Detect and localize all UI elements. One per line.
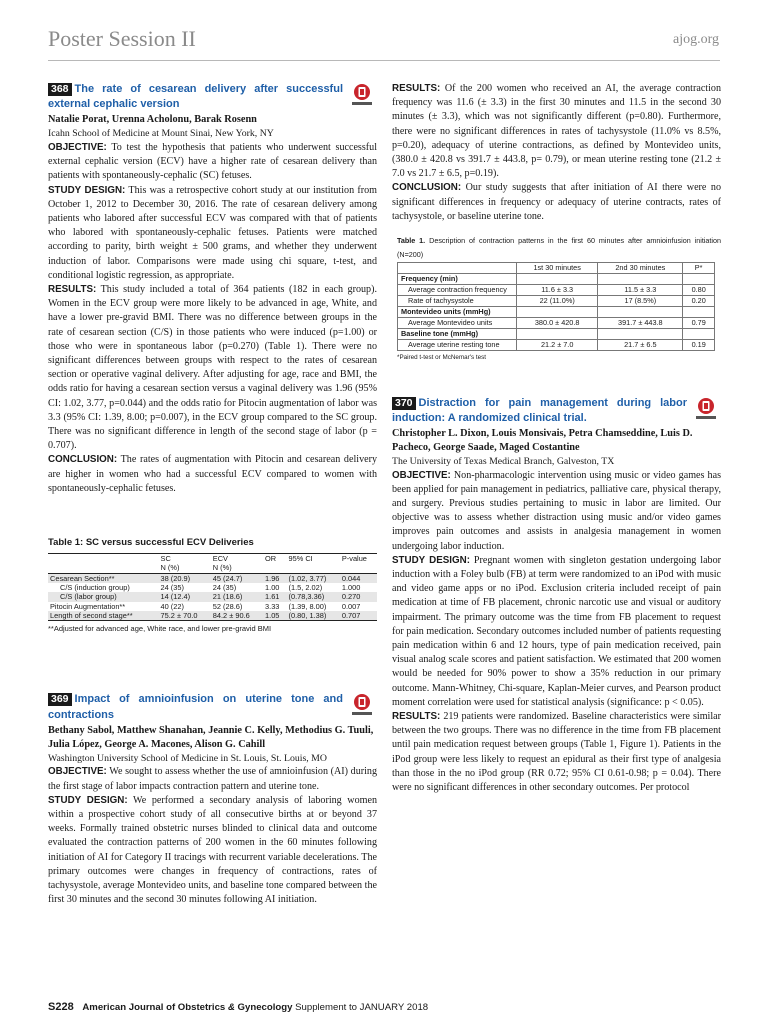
journal-ampersand: &	[227, 1002, 235, 1013]
table-header-row	[48, 554, 377, 564]
design-text: Pregnant women with singleton gestation undergoing labor induction with a Foley bulb (FB) at term were randomized to an iPod with music and video game apps or no iPod. Exclusion criteria included receipt of pain medication at time of FB placement, chronic narcotic use and visual or auditory impairment. The primary outcome was the time from FB placement to request for pain medication. Secondary outcomes included number of patients requesting pain medication within 6 and 12 hours, type of pain medication received, pain visual analog scale scores and patient satisfaction. We estimated that 200 women would be needed for 90% power to show a 35% reduction in our primary outcome. Mann-Whitney, Chi-square, Kaplan-Meier curves, and Pearson product moment correlation were used for statistical analysis (significance: p < 0.05).	[392, 554, 721, 708]
design-text: We performed a secondary analysis of laboring women within a prospective cohort study of all consecutive births at or beyond 37 weeks. Formally trained obstetric nurses blinded to clinical data and outcome evaluated the contraction patterns of 200 women in the 60 minutes following initiation of AI for Category II tracings with recurrent variable decelerations. The primary outcomes were changes in frequency of contractions, rates of tachysystole, average Montevideo units, and baseline tone compared between the first 30 minutes and the second 30 minutes following AI initiation.	[48, 794, 378, 906]
design-text: This was a retrospective cohort study at our institution from October 1, 2012 to December 30, 2016. The rate of cesarean delivery among patients who labored after successful ECV was compared with that of patients who labored with spontaneously-cephalic fetuses. Patients were matched according to parity, birth weight ± 500 grams, and whether they underwent induction of labor. Comparisons were made using chi square, t-test, and conditional logistic regression, as appropriate.	[48, 184, 378, 281]
results-label: RESULTS:	[392, 83, 441, 94]
table-row	[398, 285, 715, 296]
table-cell: Length of second stage**	[48, 611, 159, 621]
abstract-370-heading	[392, 396, 721, 426]
results-label: RESULTS:	[48, 283, 97, 295]
objective-text: We sought to assess whether the use of amnioinfusion (AI) during the first stage of labor impacts contraction pattern and uterine tone.	[48, 766, 378, 792]
design-label: STUDY DESIGN:	[48, 794, 128, 806]
table-header-cell: ECV	[211, 554, 263, 564]
abstract-affiliation: Icahn School of Medicine at Mount Sinai, New York, NY	[48, 128, 274, 140]
table-cell	[517, 274, 598, 285]
table-header-cell: N (%)	[211, 563, 263, 573]
objective-label: OBJECTIVE:	[392, 469, 451, 481]
design-paragraph	[48, 184, 377, 283]
results-label: RESULTS:	[392, 711, 441, 722]
table-cell: 0.19	[683, 340, 715, 351]
table-cell	[683, 307, 715, 318]
abstract-title: Impact of amnioinfusion on uterine tone and contractions	[48, 693, 343, 721]
table-cell	[683, 274, 715, 285]
running-header-site: ajog.org	[672, 32, 719, 47]
table-subheader-row	[48, 563, 377, 573]
table-cell: 40 (22)	[160, 601, 184, 611]
table-cell: 1.00	[265, 583, 280, 593]
table-row	[48, 573, 377, 583]
crossmark-icon[interactable]	[693, 396, 719, 422]
table-cell: 0.707	[340, 611, 377, 621]
conclusion-text: The rates of augmentation with Pitocin and cesarean delivery are higher in women who had a successful ECV compared to women with spontaneously-cephalic fetuses.	[48, 454, 377, 494]
abstract-number: 368	[48, 83, 72, 96]
table-cell: Pitocin Augmentation**	[50, 601, 126, 611]
table-row	[48, 611, 377, 621]
table-369	[397, 262, 715, 351]
table-row	[48, 583, 377, 592]
table-cell: 380.0 ± 420.8	[517, 318, 598, 329]
table-cell: 0.007	[341, 601, 361, 611]
table-row	[398, 296, 715, 307]
journal-name	[82, 1002, 292, 1013]
table-cell: 0.270	[340, 592, 377, 601]
running-header-title: Poster Session II	[48, 26, 196, 51]
objective-paragraph	[48, 141, 377, 184]
journal-name-part-a: American Journal of Obstetrics	[82, 1002, 226, 1013]
abstract-number: 370	[392, 397, 416, 410]
table-header-row	[398, 263, 715, 274]
table-cell: (1.5, 2.02)	[288, 583, 323, 593]
abstract-authors: Christopher L. Dixon, Louis Monsivais, Petra Chamseddine, Luis D. Pacheco, George Saade, Maged Costantine	[392, 428, 693, 454]
table-cell	[598, 307, 683, 318]
results-paragraph	[392, 710, 721, 795]
table-row	[398, 340, 715, 351]
objective-label: OBJECTIVE:	[48, 141, 107, 153]
page-footer	[48, 1001, 428, 1013]
table-cell: 45 (24.7)	[211, 573, 263, 583]
table-header-cell: OR	[263, 554, 286, 564]
table-group-row	[398, 274, 715, 285]
objective-label: OBJECTIVE:	[48, 766, 107, 778]
table-cell: 1.000	[341, 583, 361, 593]
abstract-368	[48, 82, 377, 636]
table-group-label: Montevideo units (mmHg)	[398, 307, 517, 318]
design-label: STUDY DESIGN:	[392, 554, 470, 566]
abstract-370	[392, 396, 721, 796]
table-group-row	[398, 307, 715, 318]
abstract-affiliation: The University of Texas Medical Branch, Galveston, TX	[392, 456, 615, 468]
table-cell: (1.02, 3.77)	[287, 573, 340, 583]
objective-text: To test the hypothesis that patients who underwent successful external cephalic version (ECV) have a higher rate of cesarean delivery than patients with spontaneously-cephalic (SC) fetuses.	[48, 141, 377, 182]
conclusion-label: CONCLUSION:	[48, 454, 118, 466]
abstract-368-heading	[48, 82, 377, 112]
objective-paragraph	[48, 765, 377, 793]
table-header-cell	[398, 263, 517, 274]
table-cell: Average contraction frequency	[398, 285, 517, 296]
table-cell: 391.7 ± 443.8	[598, 318, 683, 329]
table-cell: 52 (28.6)	[212, 601, 243, 611]
table-cell: 0.20	[683, 296, 715, 307]
table-cell	[683, 329, 715, 340]
table-368-title: Table 1: SC versus successful ECV Deliveries	[48, 536, 254, 548]
crossmark-icon[interactable]	[349, 692, 375, 718]
results-text: Of the 200 women who received an AI, the average contraction frequency was 11.6 (± 3.3) in the first 30 minutes and 11.5 in the second 30 minutes (± 3.3), which was not significantly different (p=0.80). Furthermore, there were no significant differences in rates of tachysystole (11.0% vs 8.5%, p=0.20), adequacy of uterine contractions, as defined by Montevideo units, (380.0 ± 420.8 vs 391.7 ± 443.8, p= 0.79), or mean uterine resting tone (21.2 ± 7.0 vs 21.7 ± 6.5, p=0.19).	[392, 83, 721, 180]
table-cell: (0.80, 1.38)	[287, 611, 340, 621]
table-cell	[517, 329, 598, 340]
results-paragraph	[392, 82, 721, 181]
table-369-footnote: *Paired t-test or McNemar's test	[397, 354, 487, 362]
table-cell: 1.96	[263, 573, 286, 583]
header-divider	[48, 60, 720, 61]
page-number: S228	[48, 1001, 74, 1013]
supplement-info: Supplement to JANUARY 2018	[295, 1002, 429, 1013]
objective-text: Non-pharmacologic intervention using music or video games has been applied for pain management in pediatrics, palliative care, physical therapy, and surgery. Previous studies pertaining to music in labor are limited. Our objective was to assess whether distraction using music and/or video games improves pain outcomes and assists in analgesia management in women undergoing labor induction.	[392, 469, 722, 552]
table-368-footnote: **Adjusted for advanced age, White race, and lower pre-gravid BMI	[48, 624, 272, 634]
table-header-cell	[48, 554, 159, 564]
table-group-label: Baseline tone (mmHg)	[398, 329, 517, 340]
abstract-369	[48, 692, 377, 907]
conclusion-paragraph	[48, 453, 377, 496]
table-cell: 21.7 ± 6.5	[598, 340, 683, 351]
table-cell	[598, 274, 683, 285]
table-cell: Cesarean Section**	[48, 573, 159, 583]
objective-paragraph	[392, 469, 721, 554]
table-369-title	[392, 234, 721, 262]
table-group-row	[398, 329, 715, 340]
design-paragraph	[392, 554, 721, 710]
table-row	[48, 602, 377, 611]
abstract-authors: Bethany Sabol, Matthew Shanahan, Jeannie C. Kelly, Methodius G. Tuuli, Julia López, George A. Macones, Alison G. Cahill	[48, 724, 374, 750]
table-cell: 11.5 ± 3.3	[598, 285, 683, 296]
abstract-affiliation: Washington University School of Medicine in St. Louis, St. Louis, MO	[48, 752, 327, 764]
table-cell: 3.33	[265, 601, 280, 611]
table-header-cell	[48, 563, 159, 573]
table-cell	[598, 329, 683, 340]
crossmark-icon[interactable]	[349, 82, 375, 108]
design-paragraph	[48, 794, 377, 908]
table-369-caption: Description of contraction patterns in the first 60 minutes after amnioinfusion initiation (N=200)	[397, 236, 722, 260]
table-cell: Average Montevideo units	[398, 318, 517, 329]
design-label: STUDY DESIGN:	[48, 184, 126, 196]
results-text: 219 patients were randomized. Baseline characteristics were similar between the two groups. There was no difference in the time from FB placement until pain medication request between groups (Table 1, Figure 1). Patients in the iPod group were less likely to request an epidural as their first type of analgesia than those in the no iPod group (RR 0.72; 95% CI 0.61-0.98; p = 0.04). There were no significant differences in other secondary outcomes. Per protocol	[392, 711, 721, 794]
table-cell: Rate of tachysystole	[398, 296, 517, 307]
left-column	[48, 82, 377, 907]
table-cell: 24 (35)	[212, 583, 237, 593]
table-cell: 24 (35)	[160, 583, 184, 593]
table-cell: 22 (11.0%)	[517, 296, 598, 307]
table-header-cell: SC	[159, 554, 211, 564]
results-text: This study included a total of 364 patients (182 in each group). Women in the ECV group were more likely to be advanced in age, White, and have a lower pre-gravid BMI. There was no difference between groups in the rate of cesarean section (C/S) in those patients who were induced (p=1.00) or those who were in spontaneous labor (p=0.270) (Table 1). There were no significant differences between groups with respect to the rates of cesarean section or operative vaginal delivery. After adjusting for age, race and BMI, the odds ratio for having a cesarean section versus a vaginal delivery was 1.96 (95% CI: 1.02, 3.77, p=0.044) and the odds ratio for Pitocin augmentation of labor was 3.3 (95% CI: 1.39, 8.00; p=0.007), in the ECV group compared to the SC group. There was no significant difference in length of the second stage of labor (p = 0.707).	[48, 283, 377, 452]
table-row	[398, 318, 715, 329]
table-header-cell: 95% CI	[287, 554, 340, 564]
table-row	[48, 592, 377, 601]
table-cell: 1.61	[263, 592, 286, 601]
table-cell: 0.79	[683, 318, 715, 329]
abstract-title: Distraction for pain management during labor induction: A randomized clinical trial.	[392, 396, 687, 424]
abstract-369-heading	[48, 692, 377, 722]
conclusion-paragraph	[392, 181, 721, 224]
table-cell: 84.2 ± 90.6	[211, 611, 263, 621]
table-header-cell: 1st 30 minutes	[517, 263, 598, 274]
table-cell: 17 (8.5%)	[598, 296, 683, 307]
table-cell: C/S (induction group)	[60, 583, 130, 593]
table-cell: 1.05	[263, 611, 286, 621]
table-cell: 11.6 ± 3.3	[517, 285, 598, 296]
table-cell: 75.2 ± 70.0	[159, 611, 211, 621]
abstract-authors: Natalie Porat, Urenna Acholonu, Barak Rosenn	[48, 114, 257, 126]
abstract-title: The rate of cesarean delivery after successful external cephalic version	[48, 83, 343, 111]
table-369-label: Table 1.	[397, 236, 426, 246]
table-header-cell	[287, 563, 340, 573]
table-cell	[517, 307, 598, 318]
table-cell: 21 (18.6)	[211, 592, 263, 601]
table-cell: 0.044	[340, 573, 377, 583]
journal-name-part-b: Gynecology	[237, 1002, 293, 1013]
table-header-cell: 2nd 30 minutes	[598, 263, 683, 274]
table-header-cell: P*	[683, 263, 715, 274]
table-368	[48, 553, 377, 621]
table-cell: Average uterine resting tone	[398, 340, 517, 351]
right-column	[392, 82, 721, 795]
conclusion-label: CONCLUSION:	[392, 182, 462, 194]
conclusion-text: Our study suggests that after initiation of AI there were no significant differences in frequency or adequacy of uterine contracts, rates of tachysystole, or baseline uterine tone.	[392, 182, 721, 222]
table-cell: (1.39, 8.00)	[288, 601, 327, 611]
table-group-label: Frequency (min)	[398, 274, 517, 285]
table-header-cell	[340, 563, 377, 573]
table-cell: (0.78,3.36)	[287, 592, 340, 601]
table-header-cell: N (%)	[159, 563, 211, 573]
table-cell: 0.80	[683, 285, 715, 296]
abstract-number: 369	[48, 693, 72, 706]
table-cell: 21.2 ± 7.0	[517, 340, 598, 351]
table-cell: 14 (12.4)	[159, 592, 211, 601]
results-paragraph	[48, 283, 377, 453]
table-cell: C/S (labor group)	[48, 592, 159, 601]
table-header-cell	[263, 563, 286, 573]
table-header-cell: P-value	[340, 554, 377, 564]
table-cell: 38 (20.9)	[159, 573, 211, 583]
